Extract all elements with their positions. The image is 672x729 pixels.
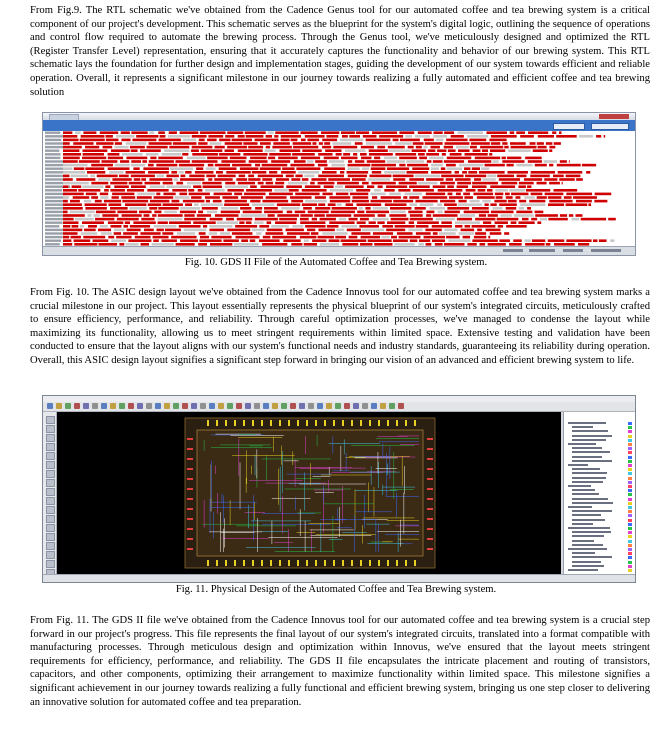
figure-10-caption: Fig. 10. GDS II File of the Automated Coffee and Tea Brewing system.	[184, 257, 488, 268]
layout-canvas[interactable]	[57, 412, 561, 574]
paragraph-fig9-rtl: From Fig.9. The RTL schematic we've obtained from the Cadence Genus tool for our automated coffee and tea brewing system is a critical component of our project's development. This schematic serves as the blueprint for the system's digital logic, outlining the sequence of operations and control flow required to automate the brewing process. Through the Genus tool, we've meticulously designed and optimized the RTL (Register Transfer Level) representation, ensuring that it accurately captures the functionality and behavior of our brewing system. This RTL schematic lays the foundation for further design and implementation stages, guiding the development of our system towards efficient and reliable operation. Overall, it represents a significant milestone in our journey towards realizing a fully automated and efficient coffee and tea brewing solution	[30, 5, 650, 98]
paragraph-fig11-gds: From Fig. 11. The GDS II file we've obtained from the Cadence Innovus tool for our automated coffee and tea brewing system is a crucial step forward in our project's progress. This file represents the final layout of our system's integrated circuits, translated into a format compatible with manufacturing processes. Through meticulous design and optimization within Innovus, we've ensured that the layout meets stringent requirements for efficiency, performance, and reliability. The GDS II file encapsulates the intricate placement and routing of transistors, capacitors, and other components, optimizing their arrangement to maximize functionality within limited space. This milestone signifies a significant achievement in our journey towards realizing a fully functional and efficient brewing system, bringing us one step closer to delivering an innovative solution for automated coffee and tea preparation.	[30, 615, 650, 708]
figure-11-caption: Fig. 11. Physical Design of the Automated Coffee and Tea Brewing system.	[175, 584, 497, 595]
status-bar	[43, 574, 635, 582]
figure-physical-design-window	[42, 395, 636, 583]
paragraph-fig10-asic: From Fig. 10. The ASIC design layout we've obtained from the Cadence Innovus tool for our automated coffee and tea brewing system marks a crucial milestone in our project. This layout essentially represents the physical blueprint of our system's integrated circuits, meticulously crafted to ensure efficiency, performance, and reliability. Through careful optimization processes, we've managed to condense the layout while maximizing its functionality, allowing us to meet stringent requirements within limited space. Extensive testing and validation have been conducted to ensure that the layout aligns with our system's functional needs and industry standards, guaranteeing its reliability during operation. Overall, this ASIC design layout signifies a significant step forward in bringing our vision of an advanced and efficient brewing system to life.	[30, 287, 650, 366]
window-titlebar	[43, 113, 635, 120]
toolbar-button[interactable]	[553, 123, 585, 130]
toolbar-button[interactable]	[591, 123, 629, 130]
window-toolbar	[43, 120, 635, 131]
figure-gds-window	[42, 112, 636, 256]
toolbar	[43, 402, 635, 412]
side-toolbar	[43, 412, 57, 574]
window-controls[interactable]	[599, 114, 629, 119]
window-statusbar	[43, 246, 635, 255]
gds-cell-grid	[43, 131, 635, 247]
layer-panel	[563, 412, 636, 574]
